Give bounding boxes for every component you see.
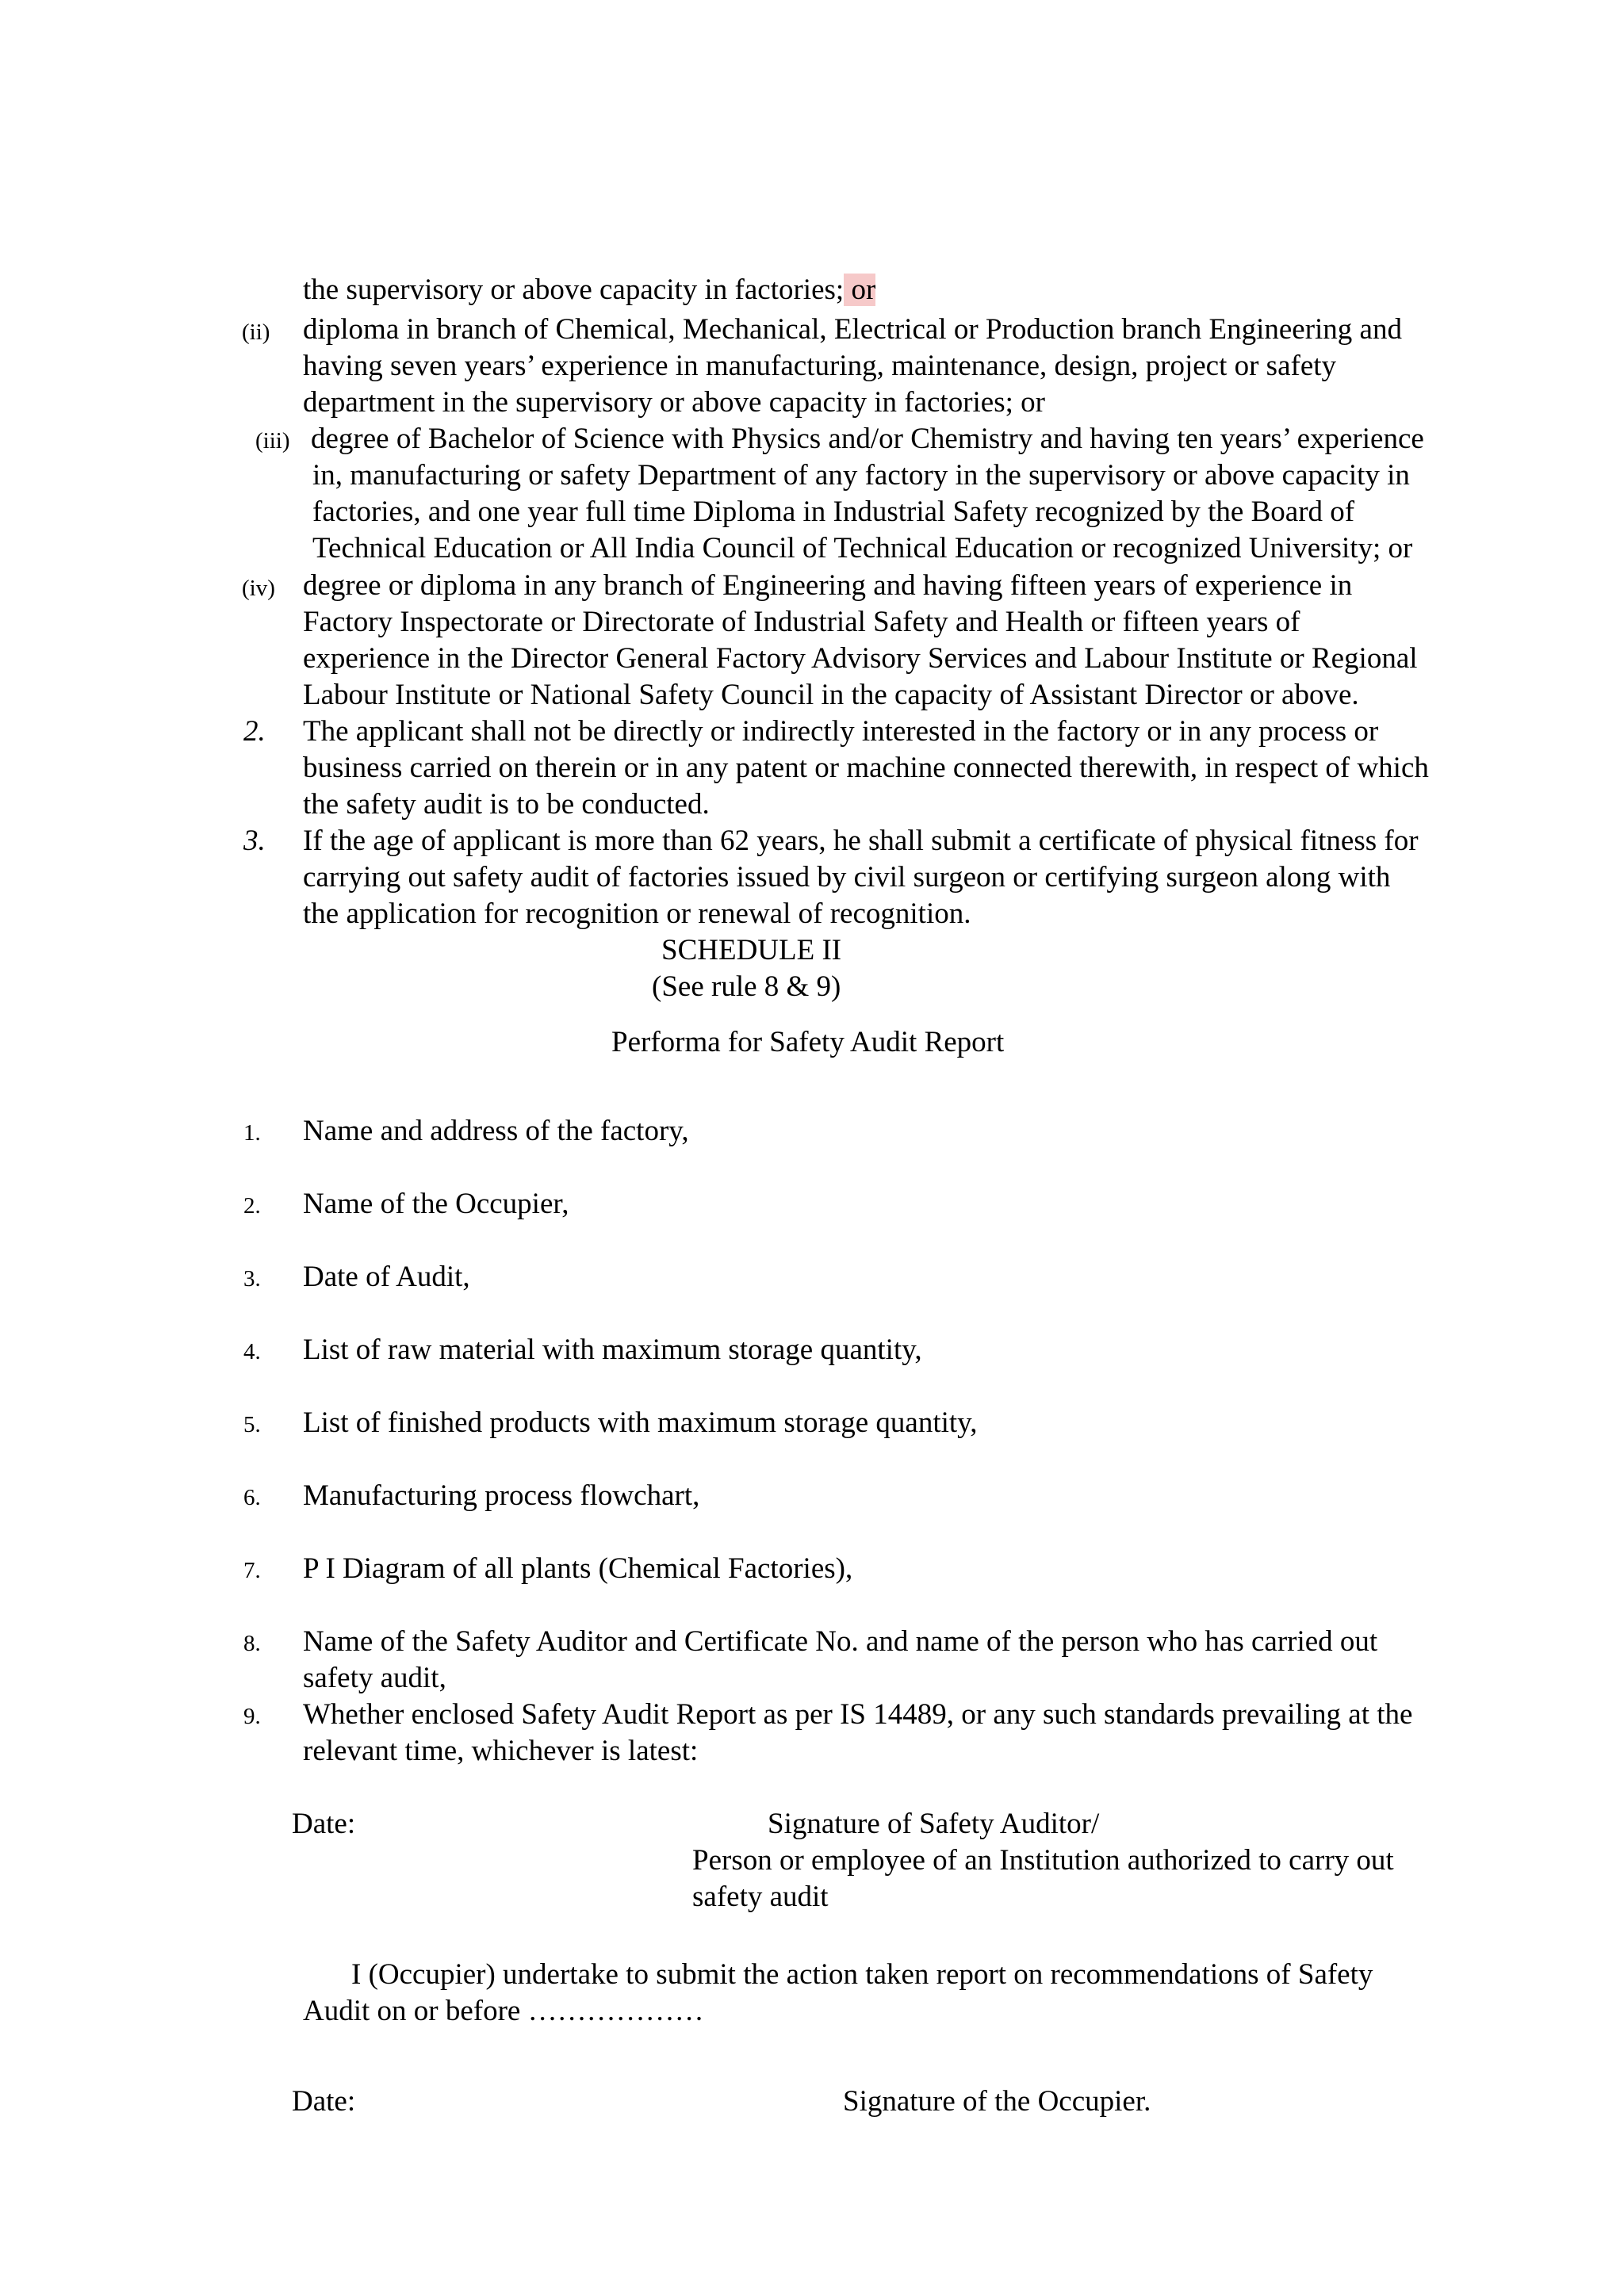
highlighted-text: or [844, 274, 876, 306]
clause-3-line-2: carrying out safety audit of factories issued by civil surgeon or certifying surgeon along with [303, 861, 1391, 894]
form-item-marker: 8. [243, 1631, 261, 1656]
item-ii-line-2: having seven years’ experience in manufacturing, maintenance, design, project or safety [303, 350, 1337, 382]
item-iv-line-1: degree or diploma in any branch of Engineering and having fifteen years of experience in [303, 569, 1353, 602]
clause-marker-2: 2. [243, 715, 266, 748]
continuation-text: the supervisory or above capacity in factories; [303, 274, 845, 306]
undertaking-line-2: Audit on or before ……………… [303, 1995, 704, 2027]
item-marker-iii: (iii) [255, 428, 290, 453]
item-marker-ii: (ii) [242, 320, 270, 345]
item-iii-line-3: factories, and one year full time Diploma in Industrial Safety recognized by the Board of [312, 496, 1355, 528]
form-item-text: Name of the Occupier, [303, 1188, 569, 1220]
date-label: Date: [292, 1808, 356, 1840]
form-item-marker: 3. [243, 1266, 261, 1292]
item-iv-line-4: Labour Institute or National Safety Council in the capacity of Assistant Director or above. [303, 679, 1359, 711]
schedule-heading: Performa for Safety Audit Report [611, 1026, 1005, 1058]
form-item-text: Date of Audit, [303, 1261, 470, 1293]
form-item-text: relevant time, whichever is latest: [303, 1735, 699, 1767]
form-item-text: P I Diagram of all plants (Chemical Factories), [303, 1552, 853, 1585]
form-item-marker: 6. [243, 1485, 261, 1510]
item-ii-line-1: diploma in branch of Chemical, Mechanical, Electrical or Production branch Engineering and [303, 313, 1402, 346]
item-iii-line-2: in, manufacturing or safety Department of any factory in the supervisory or above capacity in [312, 459, 1410, 492]
occupier-signature-label: Signature of the Occupier. [843, 2085, 1151, 2118]
auditor-signature-label: Signature of Safety Auditor/ [768, 1808, 1100, 1840]
item-marker-iv: (iv) [242, 576, 275, 601]
form-item-marker: 9. [243, 1704, 261, 1729]
form-item-marker: 5. [243, 1412, 261, 1437]
form-item-marker: 7. [243, 1558, 261, 1583]
auditor-signature-line-2: Person or employee of an Institution authorized to carry out [692, 1844, 1394, 1877]
form-item-text: Whether enclosed Safety Audit Report as per IS 14489, or any such standards prevailing at the [303, 1698, 1413, 1731]
item-iii-line-4: Technical Education or All India Council of Technical Education or recognized University; or [312, 532, 1413, 564]
schedule-title: SCHEDULE II [661, 934, 842, 966]
occupier-date-label: Date: [292, 2085, 356, 2118]
form-item-text: Name of the Safety Auditor and Certificate No. and name of the person who has carried out [303, 1625, 1378, 1658]
form-item-marker: 1. [243, 1120, 261, 1146]
form-item-marker: 4. [243, 1339, 261, 1364]
clause-2-line-1: The applicant shall not be directly or indirectly interested in the factory or in any process or [303, 715, 1379, 748]
form-item-marker: 2. [243, 1193, 261, 1219]
clause-marker-3: 3. [243, 825, 266, 857]
form-item-text: safety audit, [303, 1662, 446, 1694]
clause-3-line-1: If the age of applicant is more than 62 years, he shall submit a certificate of physical fitness for [303, 825, 1419, 857]
item-iv-line-3: experience in the Director General Factory Advisory Services and Labour Institute or Regional [303, 642, 1418, 675]
clause-3-line-3: the application for recognition or renewal of recognition. [303, 897, 971, 930]
schedule-subtitle: (See rule 8 & 9) [652, 970, 841, 1003]
form-item-text: List of finished products with maximum storage quantity, [303, 1406, 978, 1439]
form-item-text: Manufacturing process flowchart, [303, 1479, 700, 1512]
clause-2-line-3: the safety audit is to be conducted. [303, 788, 710, 821]
item-ii-line-3: department in the supervisory or above capacity in factories; or [303, 386, 1045, 419]
undertaking-line-1: I (Occupier) undertake to submit the action taken report on recommendations of Safety [351, 1958, 1373, 1991]
clause-2-line-2: business carried on therein or in any patent or machine connected therewith, in respect of which [303, 752, 1429, 784]
item-iii-line-1: degree of Bachelor of Science with Physics and/or Chemistry and having ten years’ experience [311, 423, 1424, 455]
item-iv-line-2: Factory Inspectorate or Directorate of Industrial Safety and Health or fifteen years of [303, 606, 1300, 638]
continuation-line [303, 272, 875, 308]
form-item-text: List of raw material with maximum storage quantity, [303, 1334, 922, 1366]
form-item-text: Name and address of the factory, [303, 1115, 689, 1147]
auditor-signature-line-3: safety audit [692, 1881, 829, 1913]
